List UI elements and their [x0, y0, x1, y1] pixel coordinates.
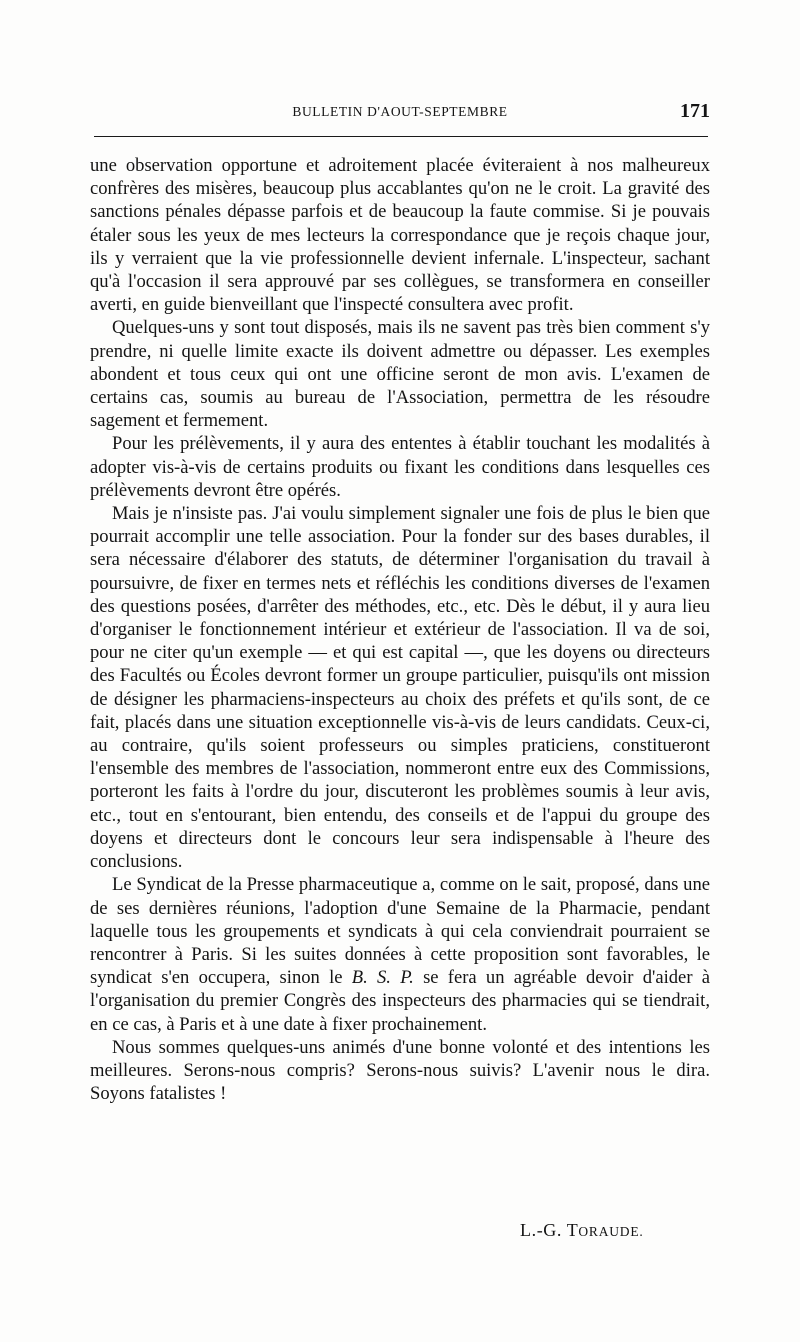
- bsp-abbreviation: B. S. P.: [351, 967, 414, 989]
- page-number: 171: [680, 100, 710, 122]
- running-title: BULLETIN D'AOUT-SEPTEMBRE: [292, 104, 508, 119]
- paragraph-5: [90, 873, 710, 1035]
- running-header: [90, 100, 710, 128]
- paragraph-6: Nous sommes quelques-uns animés d'une bonne volonté et des intentions les meilleures. Serons-nous compris? Serons-nous suivis? L'avenir nous le dira. Soyons fatalistes !: [90, 1036, 710, 1105]
- signature-initials: L.-G. T: [520, 1220, 579, 1240]
- author-signature: [520, 1220, 644, 1241]
- article-body: [90, 154, 710, 1105]
- paragraph-2: Quelques-uns y sont tout disposés, mais ils ne savent pas très bien comment s'y prendre, ni quelle limite exacte ils doivent admettre ou dépasser. Les exemples abondent et tous ceux qui ont une officine seront de mon avis. L'examen de certains cas, soumis au bureau de l'Association, permettra de les résoudre sagement et fermement.: [90, 317, 710, 432]
- paragraph-1: une observation opportune et adroitement placée éviteraient à nos malheureux confrères des misères, beaucoup plus accablantes qu'on ne le croit. La gravité des sanctions pénales dépasse parfois et de beaucoup la faute commise. Si je pouvais étaler sous les yeux de mes lecteurs la correspondance que je reçois chaque jour, ils y verraient que la vie professionnelle devient infernale. L'inspecteur, sachant qu'à l'occasion il sera approuvé par ses collègues, se transformera en conseiller averti, en guide bienveillant que l'inspecté consultera avec profit.: [90, 155, 710, 316]
- paragraph-5-continuation: se fera un agréable devoir d'aider à l'organisation du premier Congrès des inspecteurs des pharmacies qui se tiendrait, en ce cas, à Paris et à une date à fixer prochainement.: [90, 967, 710, 1035]
- header-rule: [94, 136, 708, 137]
- signature-surname: ORAUDE.: [578, 1224, 644, 1239]
- paragraph-5-text: Le Syndicat de la Presse pharmaceutique a, comme on le sait, proposé, dans une de ses dernières réunions, l'adoption d'une Semaine de la Pharmacie, pendant laquelle tous les groupements et syndicats à qui cela conviendrait pourraient se rencontrer à Paris. Si les suites données à cette proposition sont favorables, le syndicat s'en occupera, sinon le: [90, 874, 710, 989]
- paragraph-3: Pour les prélèvements, il y aura des ententes à établir touchant les modalités à adopter vis-à-vis de certains produits ou fixant les conditions dans lesquelles ces prélèvements devront être opérés.: [90, 433, 710, 501]
- paragraph-4: Mais je n'insiste pas. J'ai voulu simplement signaler une fois de plus le bien que pourrait accomplir une telle association. Pour la fonder sur des bases durables, il sera nécessaire d'élaborer des statuts, de déterminer l'organisation du travail à poursuivre, de fixer en termes nets et réfléchis les conditions diverses de l'examen des questions posées, d'arrêter des méthodes, etc., etc. Dès le début, il y aura lieu d'organiser le fonctionnement intérieur et extérieur de l'association. Il va de soi, pour ne citer qu'un exemple — et qui est capital —, que les doyens ou directeurs des Facultés ou Écoles devront former un groupe particulier, puisqu'ils ont mission de désigner les pharmaciens-inspecteurs au choix des préfets et qu'ils sont, de ce fait, placés dans une situation exceptionnelle vis-à-vis de leurs candidats. Ceux-ci, au contraire, qu'ils soient professeurs ou simples praticiens, constitueront l'ensemble des membres de l'association, nommeront entre eux des Commissions, porteront les faits à l'ordre du jour, discuteront les problèmes soumis à leur avis, etc., tout en s'entourant, bien entendu, des conseils et de l'appui du groupe des doyens et directeurs dont le concours leur sera indispensable à l'heure des conclusions.: [90, 503, 710, 873]
